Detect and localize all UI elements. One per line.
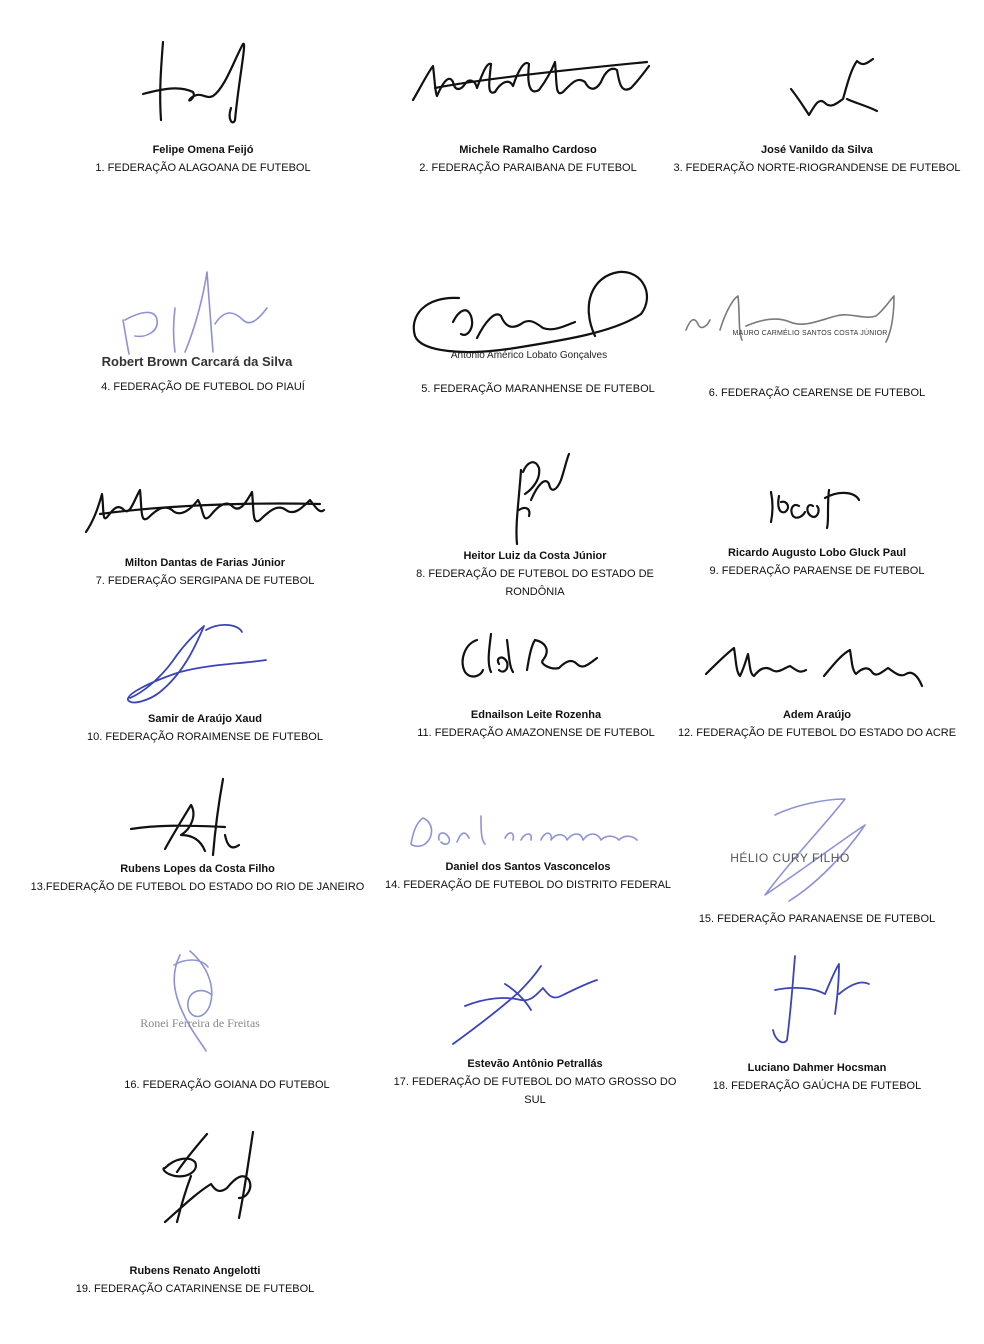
signature-16: [160, 945, 230, 1055]
signatory-federation: 17. FEDERAÇÃO DE FUTEBOL DO MATO GROSSO DO SUL: [393, 1076, 677, 1106]
signatory-name: Michele Ramalho Cardoso: [459, 144, 597, 156]
signatory-federation: 4. FEDERAÇÃO DE FUTEBOL DO PIAUÍ: [101, 381, 305, 393]
signature-12: [700, 640, 930, 690]
signature-3: [785, 55, 885, 125]
signatory-block-15: [667, 910, 967, 928]
signatory-name: Rubens Renato Angelotti: [129, 1265, 261, 1277]
signatory-federation: 11. FEDERAÇÃO AMAZONENSE DE FUTEBOL: [417, 727, 655, 739]
signatory-block-6: [667, 384, 967, 402]
signatory-block-3: [667, 141, 967, 177]
signatory-federation: 12. FEDERAÇÃO DE FUTEBOL DO ESTADO DO ACRE: [677, 727, 957, 739]
signatory-name: Estevão Antônio Petrallás: [467, 1058, 603, 1070]
signature-14: [405, 810, 645, 856]
signature-4: [115, 268, 275, 358]
signature-6: [680, 290, 910, 350]
signatory-name: Heitor Luiz da Costa Júnior: [463, 550, 607, 562]
signatory-federation: 7. FEDERAÇÃO SERGIPANA DE FUTEBOL: [95, 575, 315, 587]
signature-6-printed-name: MAURO CARMÉLIO SANTOS COSTA JÚNIOR: [732, 330, 888, 337]
signature-18: [765, 950, 875, 1050]
signatory-block-18: [667, 1059, 967, 1095]
signatory-block-13: [30, 860, 365, 896]
signatory-block-4: [53, 378, 353, 396]
signatory-block-2: [378, 141, 678, 177]
signatory-block-1: [53, 141, 353, 177]
signature-5-printed-name: Antonio Américo Lobato Gonçalves: [450, 350, 608, 361]
signatory-federation: 13.FEDERAÇÃO DE FUTEBOL DO ESTADO DO RIO DE JANEIRO: [30, 881, 365, 893]
signatory-federation: 19. FEDERAÇÃO CATARINENSE DE FUTEBOL: [75, 1283, 315, 1295]
signatory-name: Rubens Lopes da Costa Filho: [120, 863, 275, 875]
signature-10: [120, 620, 270, 710]
signature-11: [455, 630, 605, 682]
signatory-federation: 2. FEDERAÇÃO PARAIBANA DE FUTEBOL: [419, 162, 637, 174]
signatory-federation: 9. FEDERAÇÃO PARAENSE DE FUTEBOL: [709, 565, 925, 577]
signatory-block-11: [386, 706, 686, 742]
signatory-federation: 1. FEDERAÇÃO ALAGOANA DE FUTEBOL: [95, 162, 311, 174]
signatory-federation: 14. FEDERAÇÃO DE FUTEBOL DO DISTRITO FEDERAL: [384, 879, 672, 891]
signatory-name: Milton Dantas de Farias Júnior: [124, 557, 286, 569]
signatory-block-19: [45, 1262, 345, 1298]
signature-2: [405, 52, 655, 108]
signatory-federation: 10. FEDERAÇÃO RORAIMENSE DE FUTEBOL: [87, 731, 323, 743]
signatory-block-16: [77, 1076, 377, 1094]
signatory-block-14: [378, 858, 678, 894]
signatory-name: Ednailson Leite Rozenha: [470, 709, 602, 721]
signatory-name: Luciano Dahmer Hocsman: [747, 1062, 887, 1074]
signatory-block-10: [55, 710, 355, 746]
signatory-federation: 6. FEDERAÇÃO CEARENSE DE FUTEBOL: [708, 387, 926, 399]
signatory-federation: 18. FEDERAÇÃO GAÚCHA DE FUTEBOL: [712, 1080, 922, 1092]
signatory-name: Ricardo Augusto Lobo Gluck Paul: [727, 547, 907, 559]
signature-4-printed-name: Robert Brown Carcará da Silva: [101, 354, 293, 369]
signature-8: [505, 450, 575, 548]
signatory-federation: 5. FEDERAÇÃO MARANHENSE DE FUTEBOL: [421, 383, 655, 395]
signature-7: [80, 480, 330, 540]
signatory-federation: 3. FEDERAÇÃO NORTE-RIOGRANDENSE DE FUTEBOL: [673, 162, 961, 174]
signatory-name: José Vanildo da Silva: [761, 144, 873, 156]
signatory-block-17: [385, 1055, 685, 1109]
signatory-federation: 8. FEDERAÇÃO DE FUTEBOL DO ESTADO DE RONDÔNIA: [416, 568, 654, 598]
signature-9: [765, 482, 865, 530]
signatory-name: Adem Araújo: [782, 709, 852, 721]
signature-1: [135, 38, 265, 128]
signatory-federation: 16. FEDERAÇÃO GOIANA DO FUTEBOL: [124, 1079, 330, 1091]
signature-15: [735, 795, 875, 905]
signatory-federation: 15. FEDERAÇÃO PARANAENSE DE FUTEBOL: [698, 913, 936, 925]
signatory-name: Samir de Araújo Xaud: [148, 713, 262, 725]
signature-19: [125, 1128, 275, 1228]
signature-15-printed-name: HÉLIO CURY FILHO: [730, 851, 850, 865]
signatory-block-9: [667, 544, 967, 580]
signatory-block-7: [55, 554, 355, 590]
signatory-name: Felipe Omena Feijó: [152, 144, 254, 156]
signatory-name: Daniel dos Santos Vasconcelos: [445, 861, 611, 873]
signatory-block-5: [388, 380, 688, 398]
signatory-block-8: [385, 547, 685, 601]
signature-5: [405, 266, 653, 362]
signature-17: [445, 960, 605, 1050]
signature-16-printed-name: Ronei Ferreira de Freitas: [140, 1016, 260, 1030]
signatory-block-12: [667, 706, 967, 742]
signature-13: [125, 775, 245, 865]
